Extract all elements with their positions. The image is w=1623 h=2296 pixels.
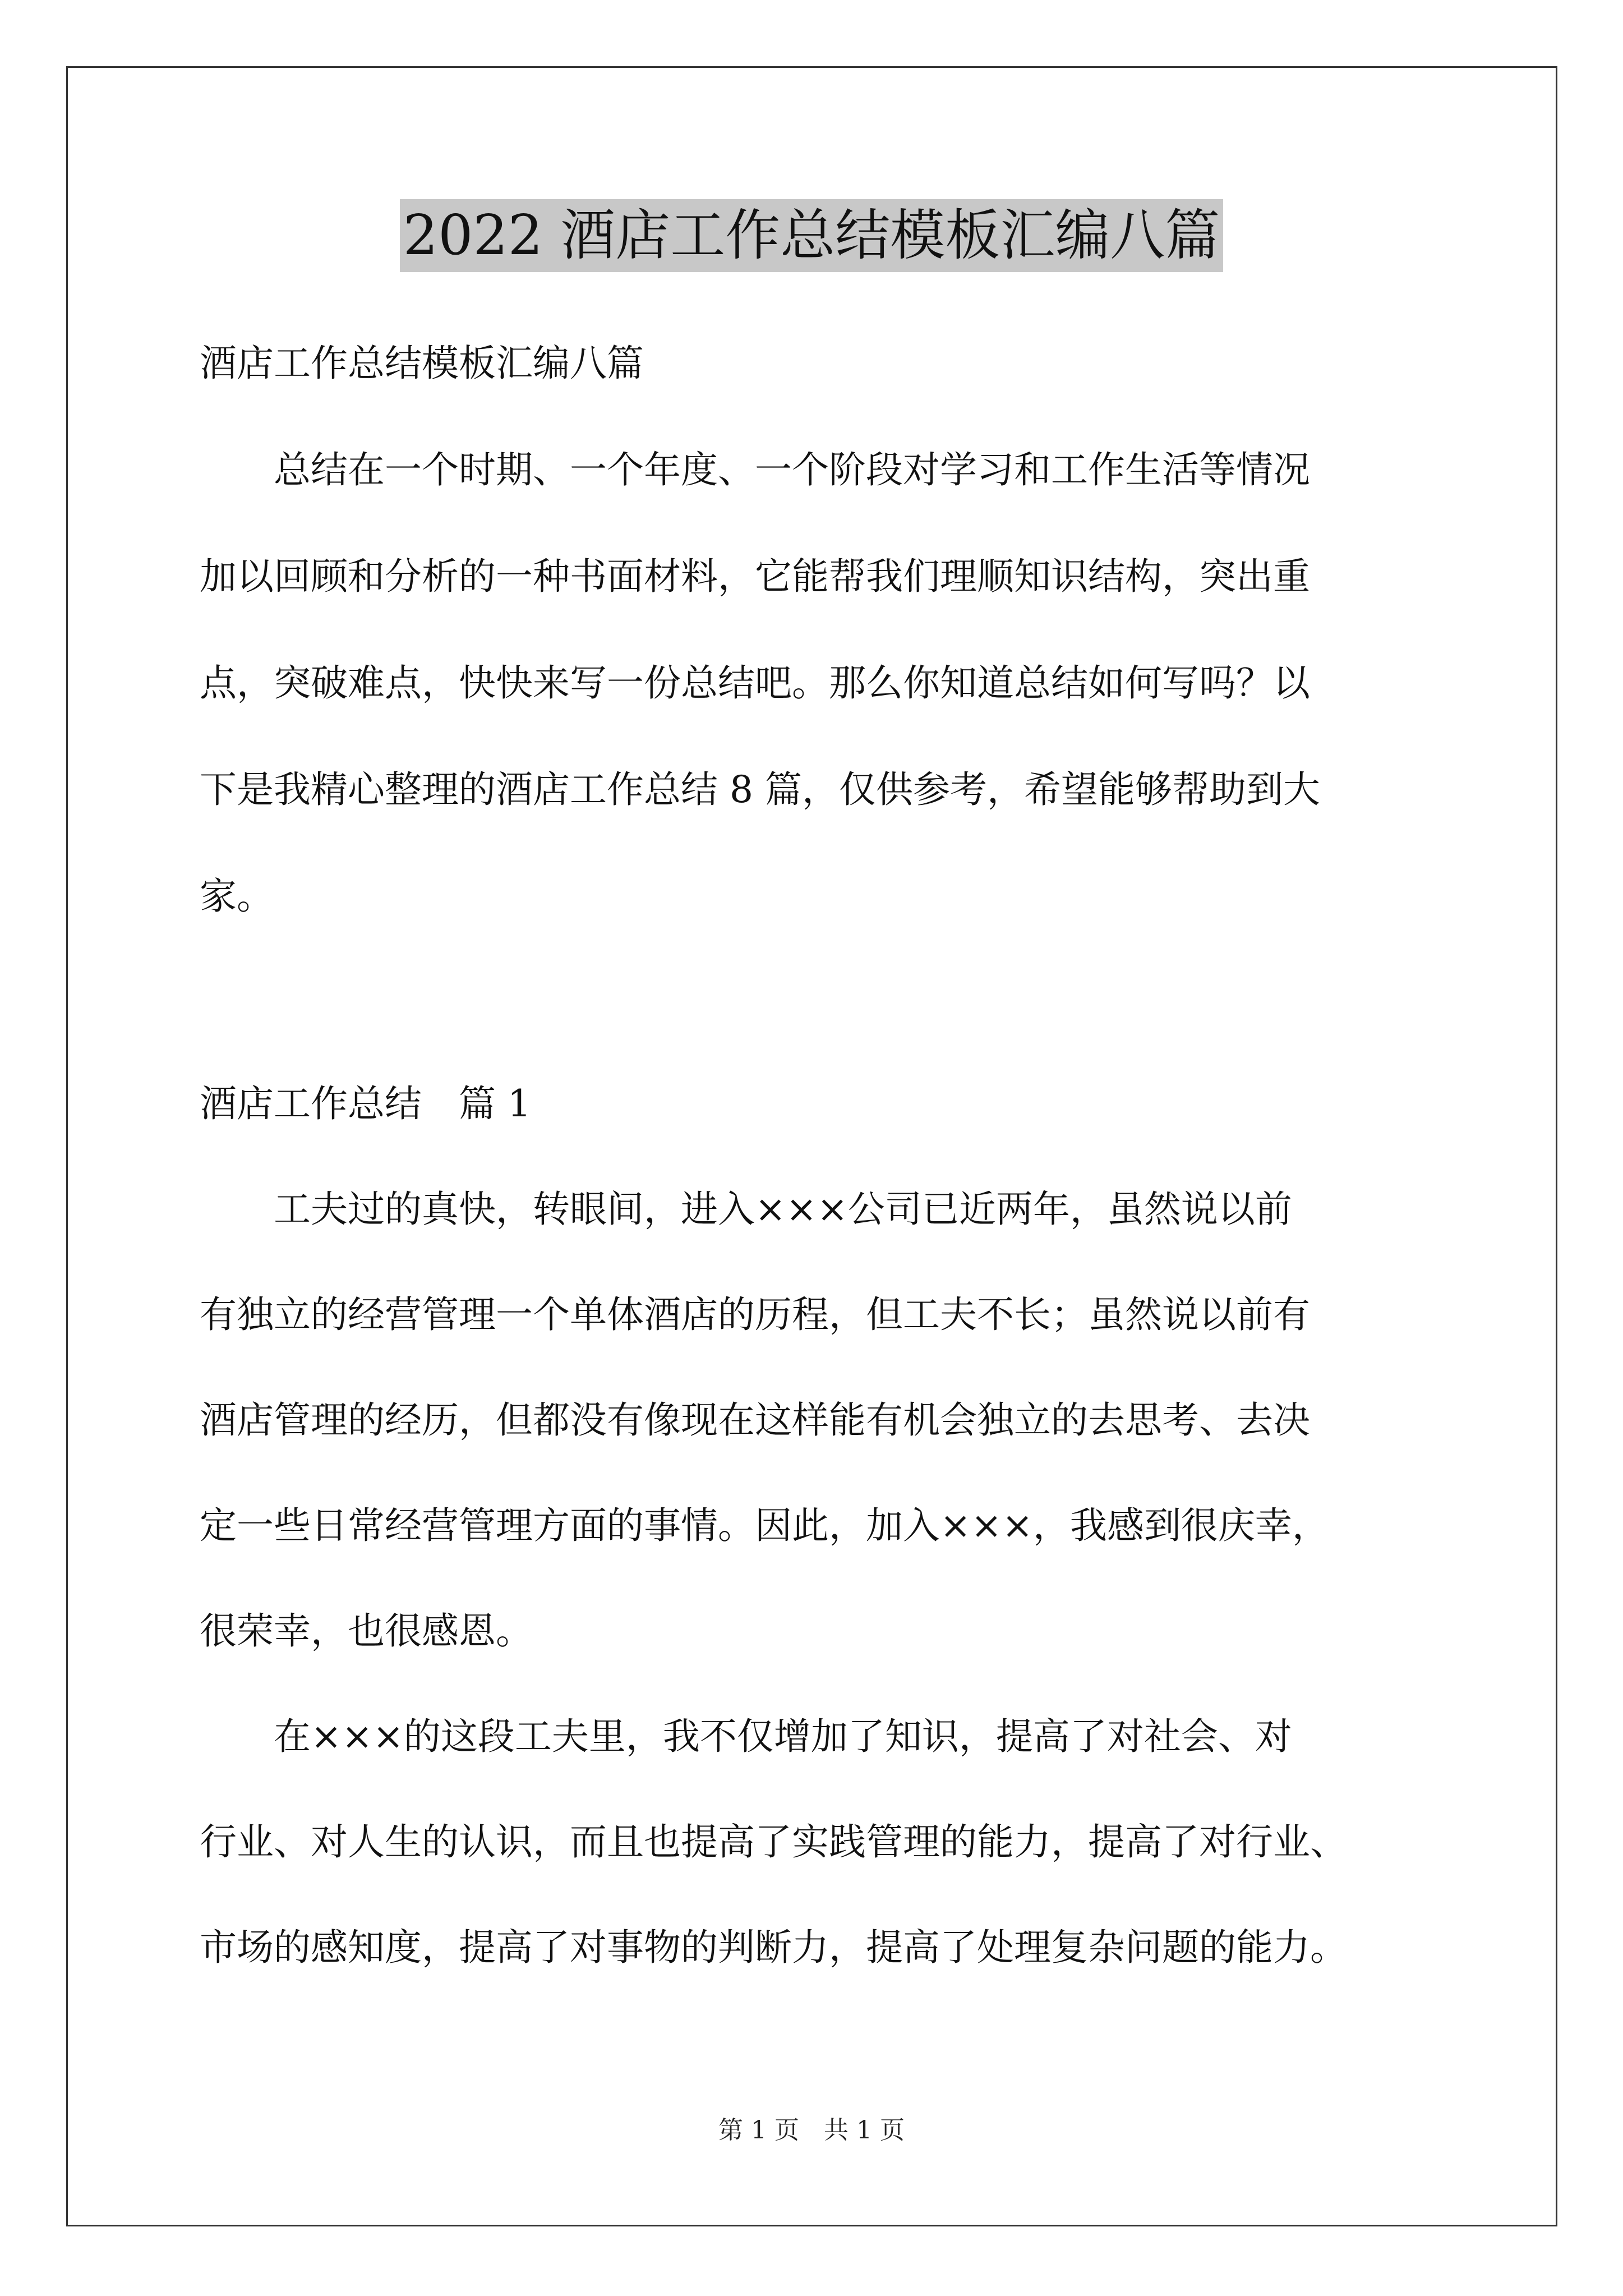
intro-line: 家。 xyxy=(200,875,274,918)
document-subtitle: 酒店工作总结模板汇编八篇 xyxy=(200,342,644,385)
section-line: 酒店管理的经历，但都没有像现在这样能有机会独立的去思考、去决 xyxy=(200,1398,1310,1442)
intro-line: 总结在一个时期、一个年度、一个阶段对学习和工作生活等情况 xyxy=(200,448,1310,491)
section-line: 行业、对人生的认识，而且也提高了实践管理的能力，提高了对行业、 xyxy=(200,1820,1347,1864)
section-line: 工夫过的真快，转眼间，进入×××公司已近两年，虽然说以前 xyxy=(200,1188,1292,1231)
intro-line: 下是我精心整理的酒店工作总结 8 篇，仅供参考，希望能够帮助到大 xyxy=(200,768,1320,811)
intro-line: 点，突破难点，快快来写一份总结吧。那么你知道总结如何写吗？以 xyxy=(200,661,1310,705)
section-heading: 酒店工作总结 篇 1 xyxy=(200,1082,531,1125)
intro-line: 加以回顾和分析的一种书面材料，它能帮我们理顺知识结构，突出重 xyxy=(200,555,1310,598)
page-number: 第 1 页 共 1 页 xyxy=(718,2116,905,2145)
document-body xyxy=(200,337,1433,2026)
section-line: 定一些日常经营管理方面的事情。因此，加入×××，我感到很庆幸， xyxy=(200,1504,1329,1547)
section-line: 在×××的这段工夫里，我不仅增加了知识，提高了对社会、对 xyxy=(200,1715,1292,1758)
paragraph-gap xyxy=(200,976,1433,1077)
section-line: 有独立的经营管理一个单体酒店的历程，但工夫不长；虽然说以前有 xyxy=(200,1293,1310,1336)
document-title xyxy=(0,199,1623,272)
section-line: 市场的感知度，提高了对事物的判断力，提高了处理复杂问题的能力。 xyxy=(200,1926,1347,1969)
document-title-text: 2022 酒店工作总结模板汇编八篇 xyxy=(400,199,1224,272)
page-footer xyxy=(0,2114,1623,2147)
section-line: 很荣幸，也很感恩。 xyxy=(200,1609,533,1653)
